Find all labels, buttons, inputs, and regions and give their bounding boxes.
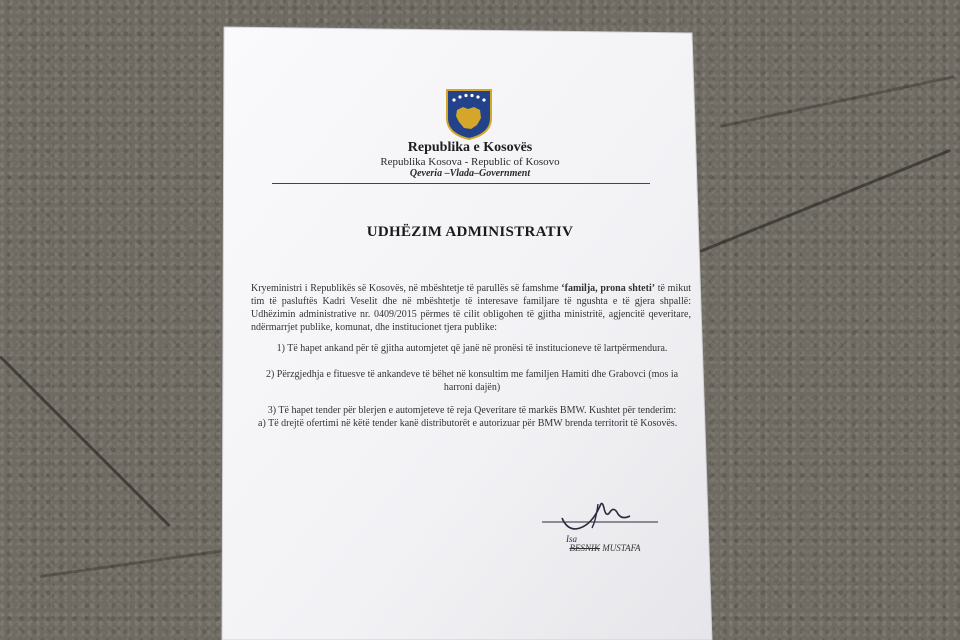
signature-handwritten-name: Isa (566, 534, 577, 544)
header-republic-multilingual: Republika Kosova - Republic of Kosovo (380, 156, 560, 168)
list-item-2: 2) Përzgjedhja e fituesve të ankandeve të bëhet në konsultim me familjen Hamiti dhe Grabovci (mos ia harroni dajën) (265, 369, 679, 393)
list-item-3: 3) Të hapet tender për blerjen e automjeteve të reja Qeveritare të markës BMW. Kushtet për tenderim: (267, 405, 677, 416)
header-government: Qeveria –Vlada–Government (409, 168, 531, 179)
list-item-3a: a) Të drejtë ofertimi në këtë tender kanë distributorët e autorizuar për BMW brenda territorit të Kosovës. (258, 418, 678, 429)
intro-paragraph (251, 282, 691, 334)
signatory-struck-first-name: BESNIK (569, 543, 601, 553)
intro-text-start: Kryeministri i Republikës së Kosovës, në mbështetje të parullës së famshme (251, 283, 562, 294)
header-divider (272, 183, 650, 184)
kosovo-emblem-icon (444, 88, 494, 140)
intro-text-end: të mikut tim të pasluftës Kadri Veselit dhe në mbështetje të interesave familjare të ngushta e të gjera shpallë: Udhëzimin administrative nr. 0409/2015 përmes të cilit obligohen të gjitha ministritë, agjencitë qeveritare, ndërmarrjet publike, komunat, dhe institucionet tjera publike: (251, 283, 691, 333)
signatory-surname: MUSTAFA (600, 543, 641, 553)
intro-slogan: ‘familja, prona shteti’ (561, 283, 656, 294)
document-title: UDHËZIM ADMINISTRATIV (366, 224, 574, 240)
list-item-1: 1) Të hapet ankand për të gjitha automjetet që janë në pronësi të institucioneve të lartpërmendura. (276, 343, 668, 354)
header-republic-albanian: Republika e Kosovës (407, 140, 533, 155)
signatory-name (540, 543, 670, 553)
